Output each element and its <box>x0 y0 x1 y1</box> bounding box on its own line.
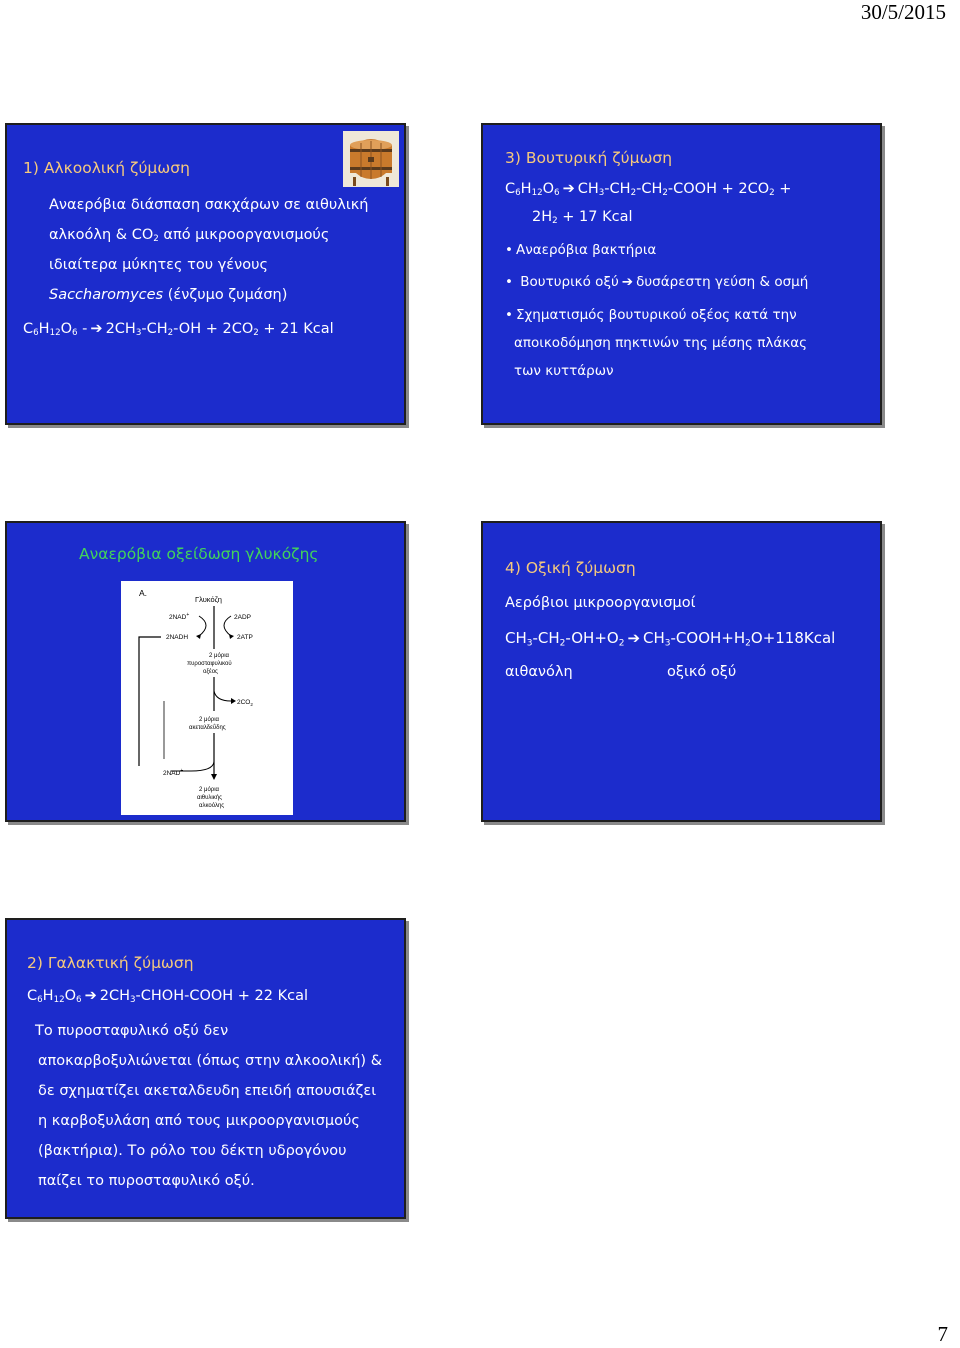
slide-alcoholic-fermentation <box>5 123 406 425</box>
label-ethanol: αιθανόλη <box>505 664 573 680</box>
equation: $C_6H_{12}O_6$ ➔ $2CH_3-CHOH$-COOH + 22 Kcal <box>27 988 309 1006</box>
text-line: παίζει το πυροσταφυλικό οξύ. <box>38 1173 255 1189</box>
slide-title: 2) Γαλακτική ζύμωση <box>27 954 194 972</box>
bullet-item: • Σχηματισμός βουτυρικού οξέος κατά την <box>505 307 797 323</box>
slide-acetic-fermentation <box>481 521 882 822</box>
wine-barrel-icon <box>343 131 399 187</box>
slide-title: Αναερόβια οξείδωση γλυκόζης <box>79 545 319 563</box>
glucose-pathway-diagram <box>121 581 293 815</box>
diagram-pyruvate-2: πυροσταφυλικού <box>187 661 232 667</box>
page-number: 7 <box>937 1322 948 1346</box>
text-line: Το πυροσταφυλικό οξύ δεν <box>35 1023 229 1039</box>
text-line: αλκοόλη & $CO_2$ από μικροοργανισμούς <box>49 227 330 245</box>
header-date: 30/5/2015 <box>860 0 946 24</box>
bullet-cont: αποικοδόμηση πηκτινών της μέσης πλάκας <box>514 335 808 351</box>
diagram-co2: $2CO_2$ <box>237 699 253 707</box>
diagram-ethanol-3: αλκοόλης <box>199 803 225 809</box>
bullet-item: • Βουτυρικό οξύ ➔ δυσάρεστη γεύση & οσμή <box>505 274 808 290</box>
text-line: δε σχηματίζει ακεταλδευδη επειδή απουσιάζει <box>38 1083 377 1099</box>
text-line: αποκαρβοξυλιώνεται (όπως στην αλκοολική) & <box>38 1053 382 1069</box>
diagram-atp: 2ATP <box>237 634 253 641</box>
text-line: (βακτήρια). Το ρόλο του δέκτη υδρογόνου <box>38 1143 347 1159</box>
text-line: Αναερόβια διάσπαση σακχάρων σε αιθυλική <box>49 197 369 213</box>
arrow-icon: ➔ <box>627 629 641 647</box>
diagram-glucose: Γλυκόζη <box>195 595 222 604</box>
arrow-icon: ➔ <box>90 321 103 337</box>
bullet-cont: των κυττάρων <box>514 363 614 379</box>
diagram-pyruvate-1: 2 μόρια <box>209 653 230 659</box>
equation: $C_6H_{12}O_6$ ➔ $CH_3-CH_2-CH_2$-COOH + $2CO_2$ + <box>505 181 792 199</box>
diagram-label-a: A. <box>139 588 148 598</box>
slide-title: 3) Βουτυρική ζύμωση <box>505 149 673 167</box>
slide-title: 1) Αλκοολική ζύμωση <box>23 159 190 177</box>
equation: $CH_3-CH_2-OH+O_2$ ➔ $CH_3-COOH+H_2O+118Kcal$ <box>505 629 836 649</box>
diagram-ethanol-2: αιθυλικής <box>197 795 222 801</box>
arrow-icon: ➔ <box>621 274 634 290</box>
text-line: Αερόβιοι μικροοργανισμοί <box>505 595 696 611</box>
label-acetic-acid: οξικό οξύ <box>667 664 737 680</box>
diagram-adp: 2ADP <box>234 614 251 621</box>
slide-butyric-fermentation <box>481 123 882 425</box>
bullet-item: • Αναερόβια βακτήρια <box>505 242 656 258</box>
diagram-pyruvate-3: οξέος <box>203 669 218 675</box>
diagram-acetaldehyde-2: ακεταλδεΰδης <box>189 725 226 731</box>
text-line: Saccharomyces (ένζυμο ζυμάση) <box>49 287 288 303</box>
diagram-nad2: 2NAD+ <box>163 768 184 777</box>
slide-lactic-fermentation <box>5 918 406 1219</box>
text-line: ιδιαίτερα μύκητες του γένους <box>49 257 269 273</box>
diagram-nad1: 2NAD+ <box>169 612 190 621</box>
equation-cont: $2H_2 + 17$ Kcal <box>532 209 633 227</box>
diagram-acetaldehyde-1: 2 μόρια <box>199 717 220 723</box>
slide-anaerobic-glucose-oxidation <box>5 521 406 822</box>
slide-title: 4) Οξική ζύμωση <box>505 559 636 577</box>
diagram-ethanol-1: 2 μόρια <box>199 787 220 793</box>
diagram-nadh: 2NADH <box>166 634 189 641</box>
arrow-icon: ➔ <box>562 181 575 197</box>
equation: $C_6H_{12}O_6$ - ➔ $2CH_3-CH_2-OH + 2CO_2 + 21$ Kcal <box>23 321 334 339</box>
arrow-icon: ➔ <box>84 988 97 1004</box>
text-line: η καρβοξυλάση από τους μικροοργανισμούς <box>38 1113 360 1129</box>
